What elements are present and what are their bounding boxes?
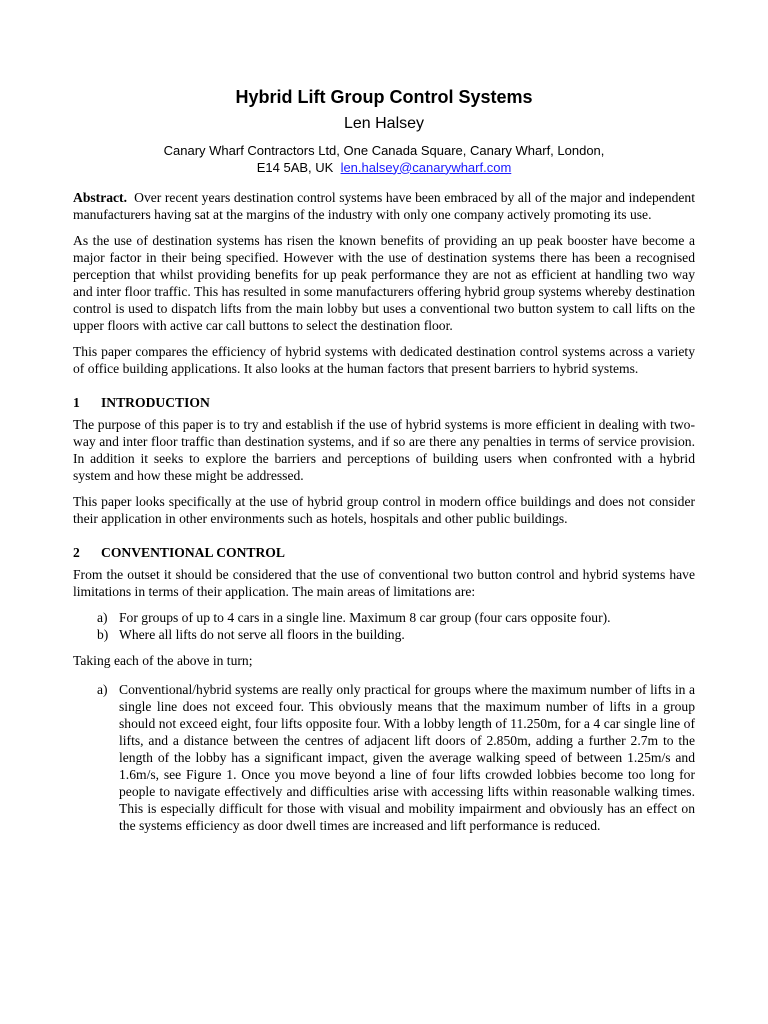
- body-paragraph: This paper compares the efficiency of hybrid systems with dedicated destination control systems across a variety of office building applications. It also looks at the human factors that present barriers to hybrid systems.: [73, 344, 695, 376]
- abstract-paragraph: [73, 189, 695, 223]
- list-item-text: Where all lifts do not serve all floors in the building.: [119, 627, 405, 642]
- list-marker: a): [97, 610, 108, 625]
- section-heading-conventional-control: [73, 544, 695, 561]
- limitations-list: [73, 609, 695, 643]
- body-paragraph: From the outset it should be considered that the use of conventional two button control and hybrid systems have limitations in terms of their application. The main areas of limitations are:: [73, 567, 695, 599]
- affiliation: [73, 143, 695, 176]
- discussion-list: [73, 681, 695, 834]
- body-paragraph: As the use of destination systems has risen the known benefits of providing an up peak booster have become a major factor in their being specified. However with the use of destination systems there has been a recognised perception that whilst providing benefits for up peak performance they are not as efficient at handling two way and inter floor traffic. This has resulted in some manufacturers offering hybrid group systems whereby destination control is used to dispatch lifts from the main lobby but uses a conventional two button system to call lifts on the upper floors with active car call buttons to select the destination floor.: [73, 233, 695, 333]
- section-title: CONVENTIONAL CONTROL: [101, 545, 285, 560]
- section-number: 2: [73, 545, 80, 560]
- body-paragraph: This paper looks specifically at the use of hybrid group control in modern office buildings and does not consider their application in other environments such as hotels, hospitals and other public buildings.: [73, 494, 695, 526]
- list-marker: a): [97, 682, 108, 697]
- list-item: [73, 609, 695, 626]
- body-paragraph: Taking each of the above in turn;: [73, 653, 253, 668]
- abstract-label: Abstract.: [73, 190, 127, 205]
- list-item-text: Conventional/hybrid systems are really only practical for groups where the maximum number of lifts in a single line does not exceed four. This obviously means that the maximum number of lifts in a group should not exceed eight, four lifts opposite four. With a lobby length of 11.250m, for a 4 car single line of lifts, and a distance between the centres of adjacent lift doors of 2.850m, adding a further 2.7m to the length of the lobby has a significant impact, given the average walking speed of between 1.25m/s and 1.6m/s, see Figure 1. Once you move beyond a line of four lifts crowded lobbies become too long for people to navigate effectively and difficulties arise with accessing lifts within reasonable walking times. This is especially difficult for those with visual and mobility impairment and obviously has an effect on the systems efficiency as door dwell times are increased and lift performance is reduced.: [119, 682, 695, 833]
- author-name: Len Halsey: [343, 115, 425, 132]
- affiliation-line-1: Canary Wharf Contractors Ltd, One Canada Square, Canary Wharf, London,: [163, 143, 605, 158]
- affiliation-line-2: [73, 160, 695, 177]
- section-heading-introduction: [73, 394, 695, 411]
- section-number: 1: [73, 395, 80, 410]
- paper-title: Hybrid Lift Group Control Systems: [235, 87, 533, 107]
- list-marker: b): [97, 627, 109, 642]
- list-item: [73, 626, 695, 643]
- email-link[interactable]: len.halsey@canarywharf.com: [340, 159, 512, 175]
- body-paragraph: The purpose of this paper is to try and establish if the use of hybrid systems is more efficient in dealing with two-way and inter floor traffic than destination systems, and if so are there any penalties in terms of service provision. In addition it seeks to explore the barriers and perceptions of building users when confronted with a hybrid system and how these might be addressed.: [73, 417, 695, 483]
- abstract-text: Over recent years destination control systems have been embraced by all of the major and independent manufacturers having sat at the margins of the industry with only one company actively promoting its use.: [73, 190, 696, 222]
- section-title: INTRODUCTION: [101, 395, 210, 410]
- list-item-text: For groups of up to 4 cars in a single line. Maximum 8 car group (four cars opposite four).: [119, 610, 611, 625]
- paper-page: [73, 86, 695, 843]
- affiliation-postcode: E14 5AB, UK: [256, 159, 334, 175]
- list-item: [73, 681, 695, 834]
